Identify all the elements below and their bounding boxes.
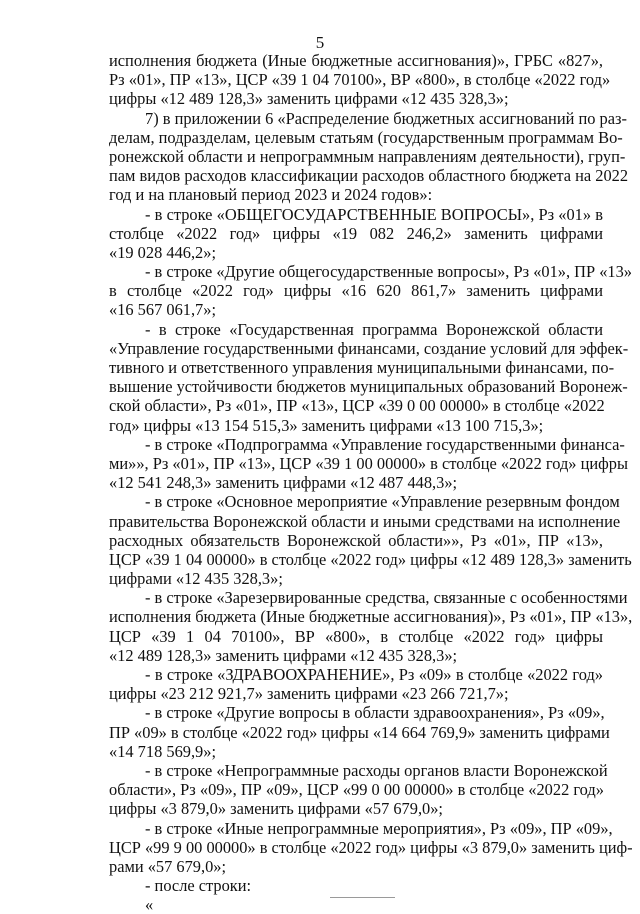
text-line: - в строке «Другие вопросы в области здравоохранения», Рз «09», <box>145 703 605 723</box>
text-line: - в строке «ОБЩЕГОСУДАРСТВЕННЫЕ ВОПРОСЫ», Рз «01» в <box>145 204 603 224</box>
text-line: «16 567 061,7»; <box>109 300 216 320</box>
text-line: - в строке «Зарезервированные средства, связанные с особенностями <box>145 588 628 608</box>
text-line: год» цифры «13 154 515,3» заменить цифрами «13 100 715,3»; <box>109 415 544 435</box>
text-line: год и на плановый период 2023 и 2024 годов»: <box>109 185 433 205</box>
text-line: - в строке «Иные непрограммные мероприятия», Рз «09», ПР «09», <box>145 818 613 838</box>
text-line: пам видов расходов классификации расходов областного бюджета на 2022 <box>109 166 629 186</box>
text-line: ЦСР «99 9 00 00000» в столбце «2022 год» цифры «3 879,0» заменить циф- <box>109 837 633 857</box>
text-line: Рз «01», ПР «13», ЦСР «39 1 04 70100», ВР «800», в столбце «2022 год» <box>109 70 611 90</box>
text-line: - в строке «Государственная программа Воронежской области <box>145 319 603 339</box>
text-line: цифрами «12 435 328,3»; <box>109 569 283 589</box>
text-line: исполнения бюджета (Иные бюджетные ассигнования)», Рз «01», ПР «13», <box>109 607 633 627</box>
text-line: рами «57 679,0»; <box>109 856 227 876</box>
text-line: вышение устойчивости бюджетов муниципальных образований Воронеж- <box>109 377 628 397</box>
text-line: ской области», Рз «01», ПР «13», ЦСР «39 0 00 00000» в столбце «2022 <box>109 396 605 416</box>
text-line: исполнения бюджета (Иные бюджетные ассигнования)», ГРБС «827», <box>109 51 603 70</box>
text-line: ми»», Рз «01», ПР «13», ЦСР «39 1 00 00000» в столбце «2022 год» цифры <box>109 453 628 473</box>
text-line: цифры «23 212 921,7» заменить цифрами «23 266 721,7»; <box>109 684 509 704</box>
text-line: «12 489 128,3» заменить цифрами «12 435 328,3»; <box>109 645 458 665</box>
text-line: « <box>145 895 154 914</box>
footer-divider <box>330 897 395 898</box>
text-line: цифры «12 489 128,3» заменить цифрами «12 435 328,3»; <box>109 89 509 109</box>
text-line: - в строке «Основное мероприятие «Управление резервным фондом <box>145 492 620 512</box>
text-line: ронежской области и непрограммным направлениям деятельности), груп- <box>109 146 626 166</box>
text-line: области», Рз «09», ПР «09», ЦСР «99 0 00 00000» в столбце «2022 год» <box>109 780 604 800</box>
document-body <box>109 51 633 914</box>
page-number: 5 <box>315 33 325 52</box>
text-line: «19 028 446,2»; <box>109 242 216 262</box>
text-line: тивного и ответственного управления муниципальными финансами, по- <box>109 358 615 377</box>
text-line: - в строке «Подпрограмма «Управление государственными финанса- <box>145 434 625 454</box>
text-line: «12 541 248,3» заменить цифрами «12 487 448,3»; <box>109 473 458 493</box>
text-line: ПР «09» в столбце «2022 год» цифры «14 664 769,9» заменить цифрами <box>109 722 610 742</box>
text-line: «14 718 569,9»; <box>109 741 216 761</box>
text-line: столбце «2022 год» цифры «19 082 246,2» заменить цифрами <box>109 223 603 243</box>
text-line: ЦСР «39 1 04 00000» в столбце «2022 год» цифры «12 489 128,3» заменить <box>109 549 632 569</box>
text-line: 7) в приложении 6 «Распределение бюджетных ассигнований по раз- <box>145 108 627 128</box>
text-line: - в строке «ЗДРАВООХРАНЕНИЕ», Рз «09» в столбце «2022 год» <box>145 665 603 684</box>
text-line: - в строке «Другие общегосударственные вопросы», Рз «01», ПР «13» <box>145 262 632 282</box>
text-line: ЦСР «39 1 04 70100», ВР «800», в столбце «2022 год» цифры <box>109 626 603 646</box>
text-line: делам, подразделам, целевым статьям (государственным программам Во- <box>109 127 623 147</box>
text-line: «Управление государственными финансами, создание условий для эффек- <box>109 338 629 358</box>
text-line: правительства Воронежской области и иными средствами на исполнение <box>109 511 621 531</box>
text-line: расходных обязательств Воронежской области»», Рз «01», ПР «13», <box>109 530 603 550</box>
text-line: в столбце «2022 год» цифры «16 620 861,7» заменить цифрами <box>109 281 603 301</box>
text-line: - в строке «Непрограммные расходы органов власти Воронежской <box>145 760 608 780</box>
text-line: цифры «3 879,0» заменить цифрами «57 679,0»; <box>109 799 443 819</box>
text-line: - после строки: <box>145 876 252 896</box>
